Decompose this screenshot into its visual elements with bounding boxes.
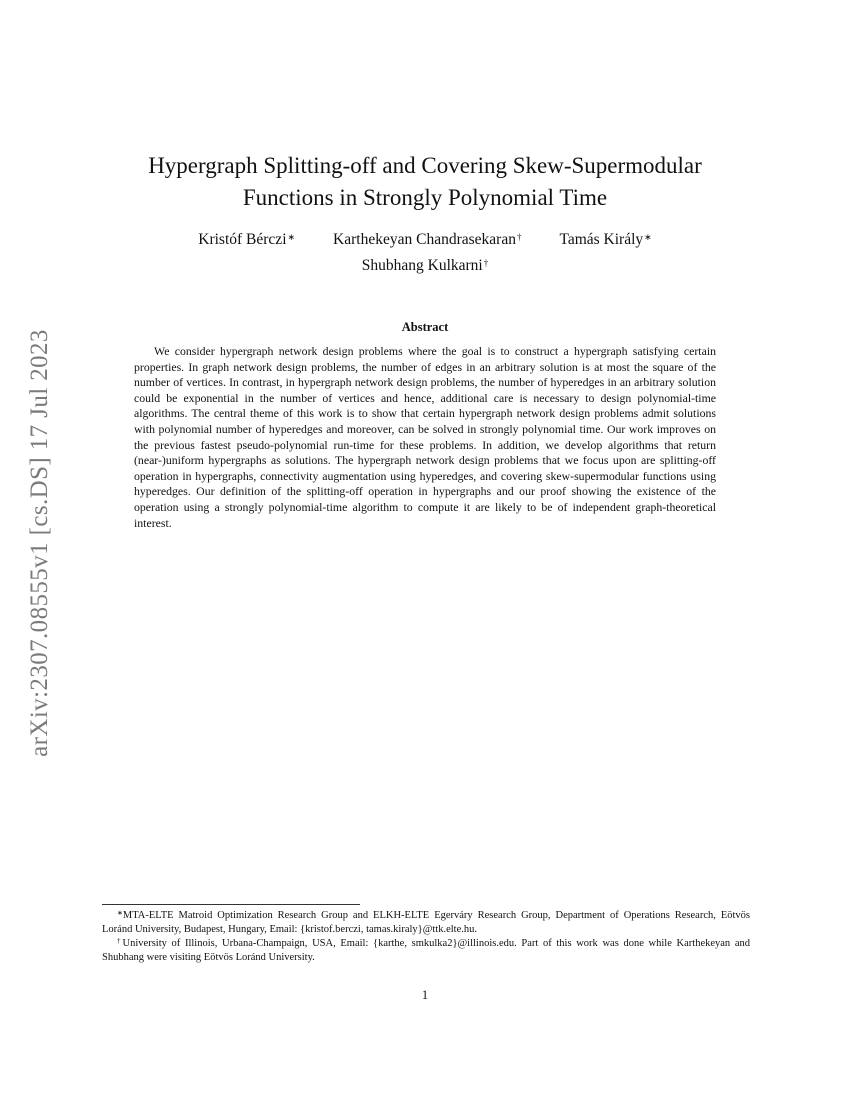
author (559, 228, 651, 252)
author-affiliation-mark: ∗ (287, 232, 296, 242)
page-number: 1 (421, 988, 429, 1002)
footnotes (102, 909, 750, 965)
paper-title (0, 150, 850, 214)
author (333, 228, 521, 252)
footnote-mark: ∗ (117, 909, 123, 917)
arxiv-identifier-text: arXiv:2307.08555v1 [cs.DS] 17 Jul 2023 (26, 328, 53, 757)
title-line-2: Functions in Strongly Polynomial Time (242, 185, 608, 210)
author-name: Karthekeyan Chandrasekaran (333, 231, 516, 248)
author-name: Kristóf Bérczi (198, 231, 287, 248)
title-line-1: Hypergraph Splitting-off and Covering Skew-Supermodular (148, 153, 702, 178)
author (362, 257, 488, 274)
abstract-heading: Abstract (401, 320, 449, 334)
author (198, 228, 295, 252)
author-list (0, 228, 850, 278)
footnote-divider (102, 904, 360, 905)
author-name: Shubhang Kulkarni (361, 257, 483, 274)
arxiv-identifier-stamp (22, 305, 58, 780)
abstract-body: We consider hypergraph network design problems where the goal is to construct a hypergraph satisfying certain properties. In graph network design problems, the number of edges in an arbitrary solution is at most the square of the number of vertices. In contrast, in hypergraph network design problems, the number of hyperedges in an arbitrary solution could be exponential in the number of vertices and hence, additional care is necessary to design polynomial-time algorithms. The central theme of this work is to show that certain hypergraph network design problems admit solutions with polynomial number of hyperedges and moreover, can be solved in strongly polynomial time. Our work improves on the previous fastest pseudo-polynomial run-time for these problems. In addition, we develop algorithms that return (near-)uniform hypergraphs as solutions. The hypergraph network design problems that we focus upon are splitting-off operation in hypergraphs, connectivity augmentation using hyperedges, and covering skew-supermodular functions using hyperedges. Our definition of the splitting-off operation in hypergraphs and our proof showing the existence of the operation using a strongly polynomial-time algorithm to compute it are likely to be of independent graph-theoretical interest. (134, 344, 716, 530)
author-affiliation-mark: † (516, 232, 522, 242)
author-affiliation-mark: ∗ (644, 232, 652, 242)
footnote (102, 909, 750, 936)
footnote-text: MTA-ELTE Matroid Optimization Research Group and ELKH-ELTE Egerváry Research Group, Department of Operations Research, Eötvös Loránd University, Budapest, Hungary, Email: {kristof.berczi, tamas.kiraly}@ttk.elte.hu. (102, 910, 750, 935)
footnote-mark: † (117, 937, 123, 945)
footnote (102, 937, 750, 964)
footnote-text: University of Illinois, Urbana-Champaign, USA, Email: {karthe, smkulka2}@illinois.edu. Part of this work was done while Karthekeyan and Shubhang were visiting Eötvös Loránd University. (102, 938, 750, 963)
author-name: Tamás Király (559, 231, 644, 248)
author-affiliation-mark: † (483, 258, 489, 268)
